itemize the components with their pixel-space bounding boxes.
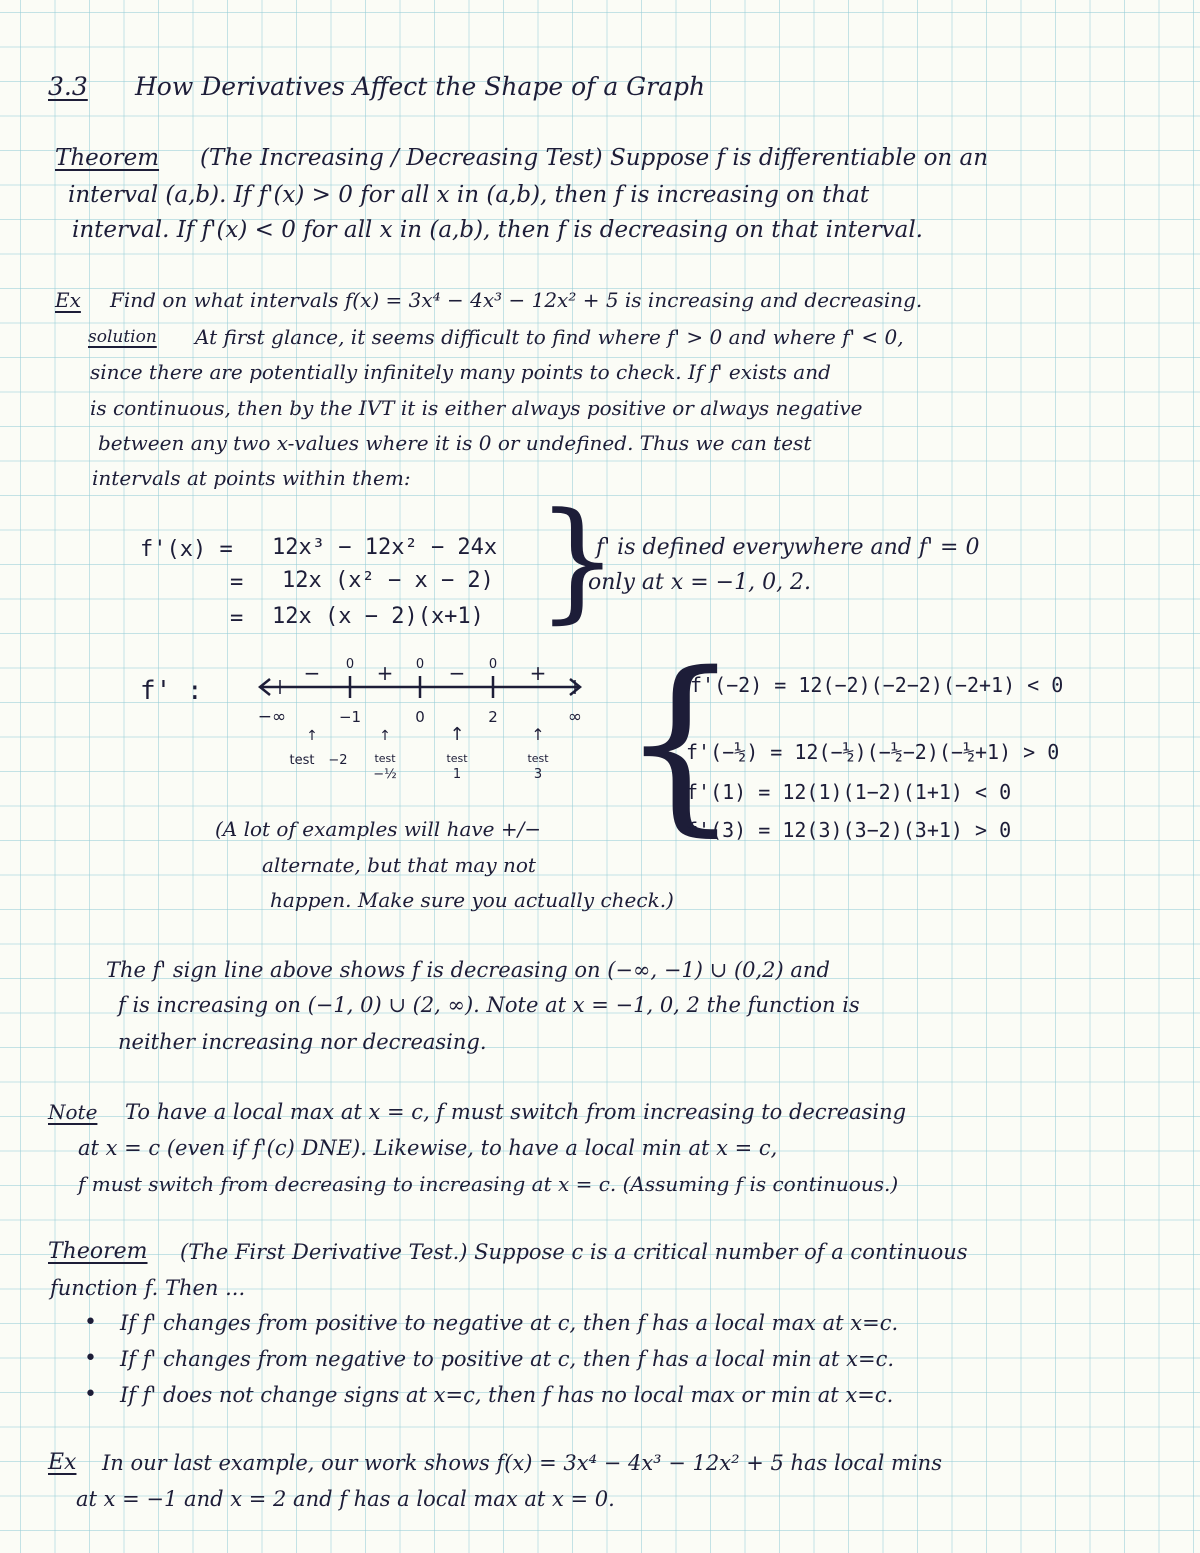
- sign-label: −: [303, 661, 321, 685]
- bullet-icon: •: [84, 1346, 97, 1371]
- conclusion-line: The f' sign line above shows f is decreasing on (−∞, −1) ∪ (0,2) and: [106, 958, 830, 982]
- zero-mark: 0: [345, 657, 355, 672]
- tick-label: ∞: [567, 707, 583, 727]
- solution-line: between any two x-values where it is 0 or undefined. Thus we can test: [98, 431, 812, 455]
- up-arrow-icon: ↑: [306, 728, 318, 744]
- theorem-bullet: If f' changes from negative to positive at c, then f has a local min at x=c.: [120, 1347, 895, 1371]
- note-label: Note: [48, 1100, 98, 1124]
- example-label: Ex: [55, 288, 81, 312]
- test-calculation: f'(−½) = 12(−½)(−½−2)(−½+1) > 0: [686, 740, 1060, 764]
- conclusion-line: neither increasing nor decreasing.: [118, 1030, 487, 1054]
- example-line: In our last example, our work shows f(x) = 3x⁴ − 4x³ − 12x² + 5 has local mins: [102, 1451, 942, 1475]
- bullet-icon: •: [84, 1382, 97, 1407]
- up-arrow-icon: ↑: [379, 728, 391, 744]
- conclusion-line: f is increasing on (−1, 0) ∪ (2, ∞). Note at x = −1, 0, 2 the function is: [118, 993, 860, 1017]
- derivative-note: f' is defined everywhere and f' = 0: [596, 535, 980, 560]
- test-point-value: −2: [328, 753, 348, 768]
- solution-line: At first glance, it seems difficult to find where f' > 0 and where f' < 0,: [195, 325, 904, 349]
- derivative-line: 12x³ − 12x² − 24x: [272, 535, 498, 560]
- theorem-bullet: If f' changes from positive to negative at c, then f has a local max at x=c.: [120, 1311, 899, 1335]
- sign-line-note: (A lot of examples will have +/−: [215, 817, 542, 841]
- theorem-line: (The First Derivative Test.) Suppose c is a critical number of a continuous: [180, 1240, 968, 1264]
- test-calculation: f'(1) = 12(1)(1−2)(1+1) < 0: [686, 780, 1012, 804]
- tick-label: 0: [415, 708, 425, 726]
- sign-line-note: happen. Make sure you actually check.): [270, 888, 674, 912]
- curly-brace-icon: }: [536, 484, 619, 636]
- zero-mark: 0: [415, 657, 425, 672]
- section-number: 3.3: [48, 72, 88, 101]
- bullet-icon: •: [84, 1310, 97, 1335]
- theorem-line: interval (a,b). If f'(x) > 0 for all x in (a,b), then f is increasing on that: [68, 182, 870, 208]
- theorem-line: interval. If f'(x) < 0 for all x in (a,b), then f is decreasing on that interval.: [72, 217, 923, 243]
- test-point-word: test: [374, 752, 396, 765]
- solution-line: since there are potentially infinitely many points to check. If f' exists and: [90, 360, 831, 384]
- note-line: f must switch from decreasing to increasing at x = c. (Assuming f is continuous.): [78, 1172, 899, 1196]
- test-point-value: 1: [452, 767, 462, 782]
- sign-label: +: [529, 661, 547, 685]
- tick-label: 2: [488, 708, 498, 726]
- curly-brace-icon: {: [620, 632, 741, 853]
- theorem-line: function f. Then ...: [50, 1276, 246, 1300]
- up-arrow-icon: ↑: [531, 725, 545, 744]
- solution-label: solution: [88, 327, 157, 347]
- example-label: Ex: [48, 1450, 77, 1475]
- theorem-label: Theorem: [48, 1239, 148, 1264]
- test-point-value: −½: [373, 767, 397, 782]
- sign-line-note: alternate, but that may not: [262, 853, 536, 877]
- note-line: at x = c (even if f'(c) DNE). Likewise, to have a local min at x = c,: [78, 1136, 778, 1160]
- derivative-lhs: f'(x) =: [140, 537, 233, 562]
- sign-line-diagram: [250, 650, 590, 800]
- example-line: Find on what intervals f(x) = 3x⁴ − 4x³ − 12x² + 5 is increasing and decreasing.: [110, 288, 923, 312]
- derivative-line: 12x (x² − x − 2): [282, 568, 494, 593]
- tick-label: −∞: [257, 707, 287, 727]
- theorem-line: (The Increasing / Decreasing Test) Suppose f is differentiable on an: [200, 145, 989, 171]
- derivative-line: 12x (x − 2)(x+1): [272, 604, 484, 629]
- example-line: at x = −1 and x = 2 and f has a local max at x = 0.: [76, 1487, 615, 1511]
- derivative-note: only at x = −1, 0, 2.: [588, 570, 812, 595]
- test-calculation: f'(−2) = 12(−2)(−2−2)(−2+1) < 0: [690, 673, 1064, 697]
- derivative-equals: =: [230, 606, 244, 631]
- sign-label: −: [448, 661, 466, 685]
- theorem-bullet: If f' does not change signs at x=c, then f has no local max or min at x=c.: [120, 1383, 894, 1407]
- solution-line: is continuous, then by the IVT it is either always positive or always negative: [90, 396, 863, 420]
- up-arrow-icon: ↑: [449, 724, 465, 745]
- sign-line-label: f' :: [140, 676, 203, 706]
- solution-line: intervals at points within them:: [92, 466, 411, 490]
- zero-mark: 0: [488, 657, 498, 672]
- test-calculation: f'(3) = 12(3)(3−2)(3+1) > 0: [686, 818, 1012, 842]
- page-title: How Derivatives Affect the Shape of a Graph: [135, 72, 706, 101]
- theorem-label: Theorem: [55, 145, 160, 171]
- test-point-word: test: [527, 752, 549, 765]
- sign-label: +: [376, 661, 394, 685]
- derivative-equals: =: [230, 570, 244, 595]
- test-point-word: test: [289, 753, 315, 768]
- test-point-value: 3: [533, 767, 543, 782]
- tick-label: −1: [338, 708, 362, 726]
- note-line: To have a local max at x = c, f must switch from increasing to decreasing: [125, 1100, 907, 1124]
- test-point-word: test: [446, 752, 468, 765]
